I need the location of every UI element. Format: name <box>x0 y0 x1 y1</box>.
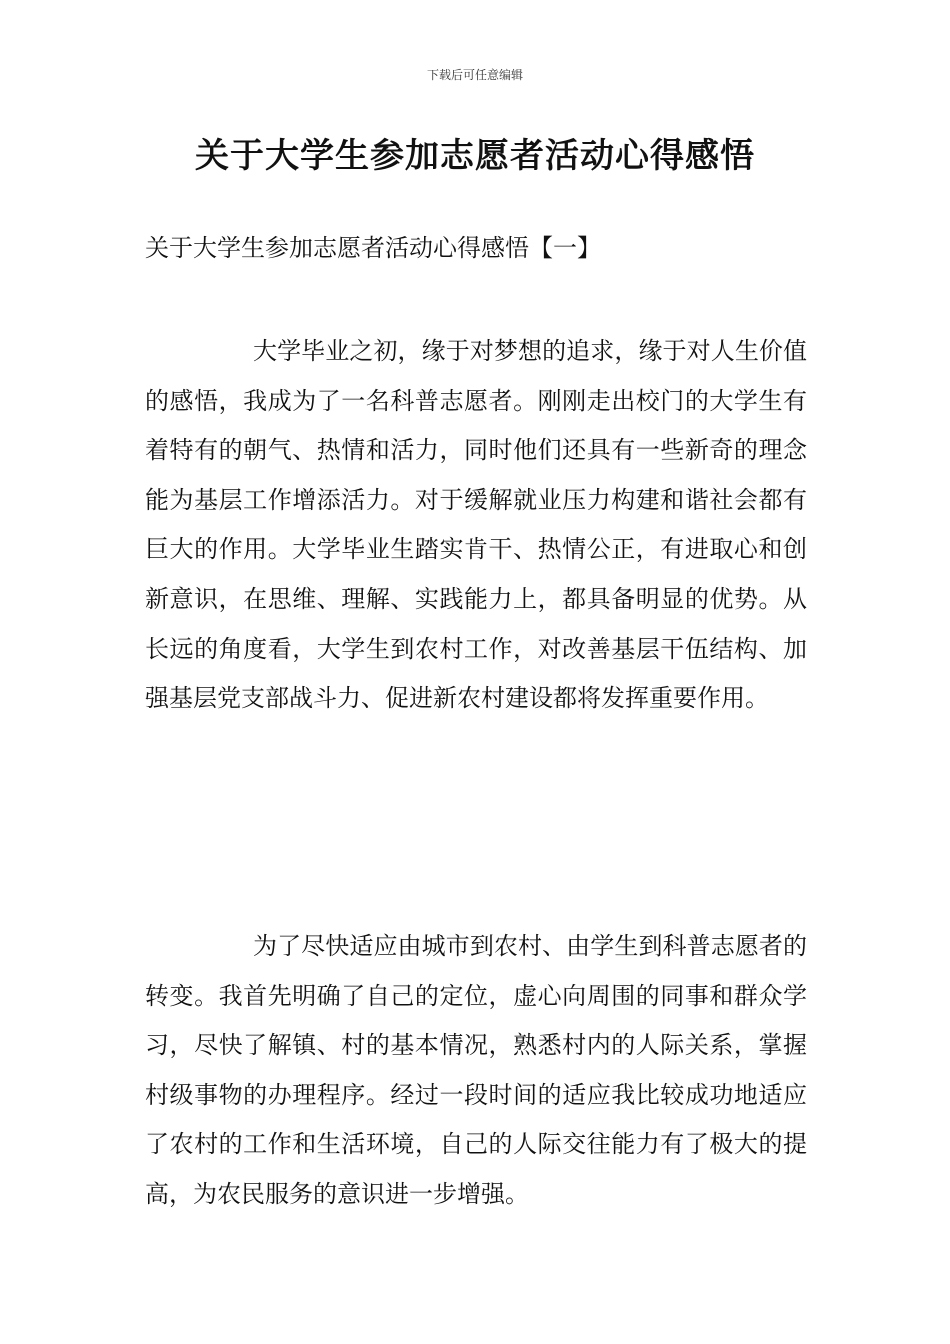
paragraph-1: 大学毕业之初，缘于对梦想的追求，缘于对人生价值的感悟，我成为了一名科普志愿者。刚刚走出校门的大学生有着特有的朝气、热情和活力，同时他们还具有一些新奇的理念能为基层工作增添活力。对于缓解就业压力构建和谐社会都有巨大的作用。大学毕业生踏实肯干、热情公正，有进取心和创新意识，在思维、理解、实践能力上，都具备明显的优势。从长远的角度看，大学生到农村工作，对改善基层干伍结构、加强基层党支部战斗力、促进新农村建设都将发挥重要作用。 <box>145 337 807 713</box>
header-note: 下载后可任意编辑 <box>426 68 523 82</box>
paragraph-2: 为了尽快适应由城市到农村、由学生到科普志愿者的转变。我首先明确了自己的定位，虚心向周围的同事和群众学习，尽快了解镇、村的基本情况，熟悉村内的人际关系，掌握村级事物的办理程序。经过一段时间的适应我比较成功地适应了农村的工作和生活环境，自己的人际交往能力有了极大的提高，为农民服务的意识进一步增强。 <box>145 932 807 1208</box>
document-title: 关于大学生参加志愿者活动心得感悟 <box>195 136 755 176</box>
section-heading: 关于大学生参加志愿者活动心得感悟【一】 <box>145 234 601 262</box>
